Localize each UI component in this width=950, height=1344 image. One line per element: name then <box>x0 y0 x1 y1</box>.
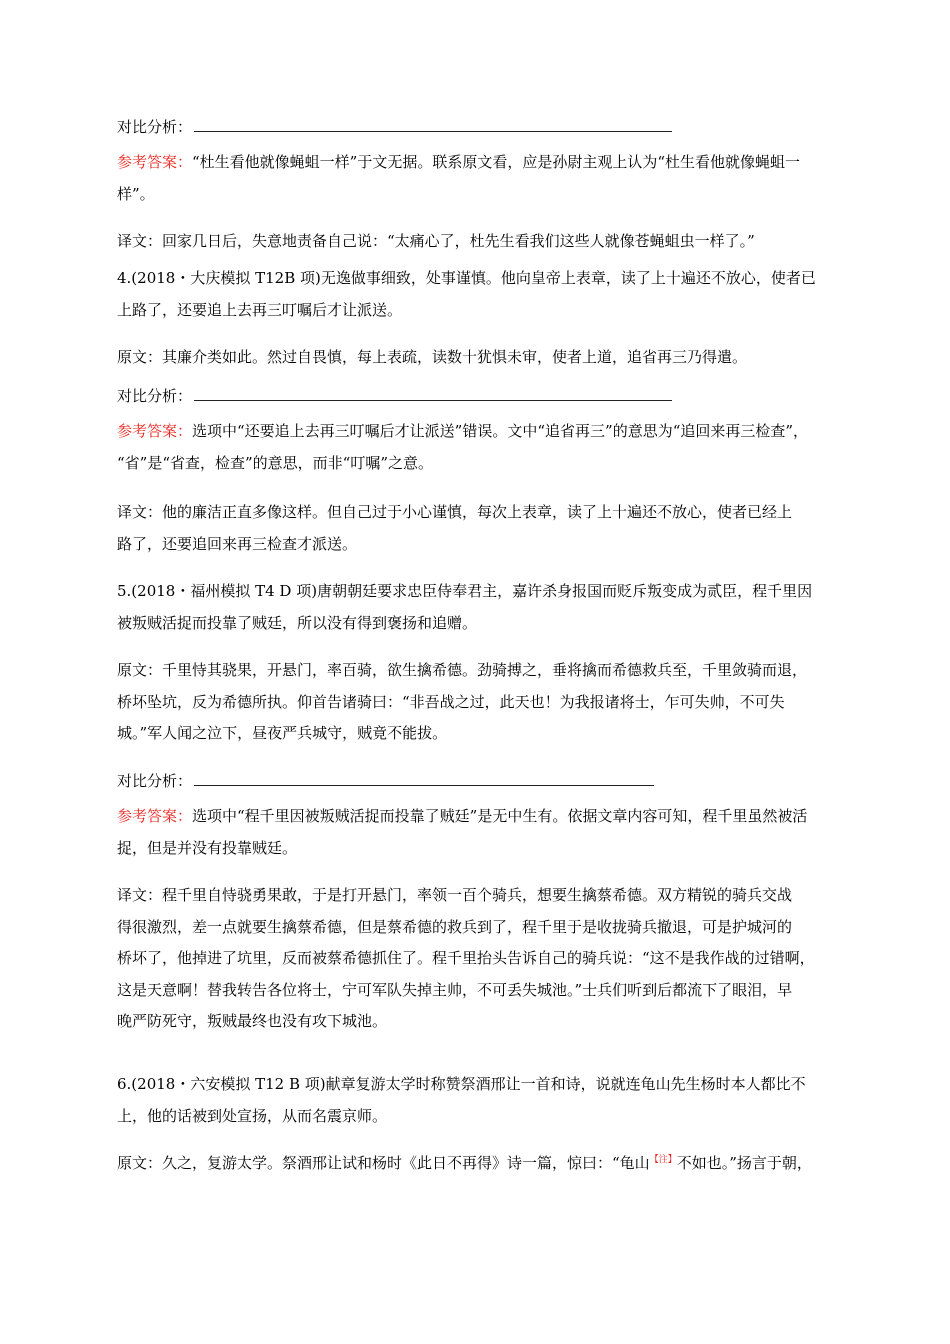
answer-blank-line[interactable] <box>194 784 654 786</box>
body-text: 4.(2018・大庆模拟 T12B 项)无逸做事细致，处事谨慎。他向皇帝上表章，读了上十遍还不放心，使者已 <box>117 269 816 287</box>
text-line <box>117 833 863 865</box>
analysis-label: 对比分析： <box>117 118 193 136</box>
body-text: 原文：其廉介类如此。然过自畏慎，每上表疏，读数十犹惧未审，使者上道，追省再三乃得遣。 <box>117 348 748 366</box>
text-line <box>117 975 863 1007</box>
body-text: 译文：他的廉洁正直多像这样。但自己过于小心谨慎，每次上表章，读了上十遍还不放心，使者已经上 <box>117 503 793 521</box>
paragraph-b12 <box>117 801 863 864</box>
answer-label: 参考答案： <box>117 153 193 171</box>
text-line <box>117 1101 863 1133</box>
body-text: 译文：程千里自恃骁勇果敢，于是打开悬门，率领一百个骑兵，想要生擒蔡希德。双方精锐的骑兵交战 <box>117 886 793 904</box>
body-text: 样”。 <box>117 184 155 203</box>
text-line <box>117 112 863 144</box>
body-text: 5.(2018・福州模拟 T4 D 项)唐朝朝廷要求忠臣侍奉君主，嘉许杀身报国而贬斥叛变成为贰臣，程千里因 <box>117 582 813 600</box>
body-text: 上，他的话被到处宣扬，从而名震京师。 <box>117 1106 388 1125</box>
paragraph-b3 <box>117 226 863 258</box>
text-line <box>117 1148 863 1180</box>
body-text: 选项中“程千里因被叛贼活捉而投靠了贼廷”是无中生有。依据文章内容可知，程千里虽然被活 <box>192 807 808 825</box>
answer-blank-line[interactable] <box>194 130 672 132</box>
text-line <box>117 226 863 258</box>
body-text: 译文：回家几日后，失意地责备自己说：“太痛心了，杜先生看我们这些人就像苍蝇蛆虫一样了。” <box>117 232 755 250</box>
body-text: 得很激烈，差一点就要生擒蔡希德，但是蔡希德的救兵到了，程千里于是收拢骑兵撤退，可是护城河的 <box>117 917 793 936</box>
paragraph-b8 <box>117 497 863 560</box>
body-text: 城。”军人闻之泣下，昼夜严兵城守，贼竟不能拔。 <box>117 724 448 742</box>
paragraph-b10 <box>117 655 863 750</box>
paragraph-b11 <box>117 766 863 798</box>
body-text: “杜生看他就像蝇蛆一样”于文无据。联系原文看，应是孙尉主观上认为“杜生看他就像蝇蛆一 <box>192 153 801 171</box>
text-line <box>117 943 863 975</box>
body-text: 原文：千里恃其骁果，开悬门，率百骑，欲生擒希德。劲骑搏之，垂将擒而希德救兵至，千里敛骑而退， <box>117 661 808 679</box>
text-line <box>117 529 863 561</box>
text-line <box>117 147 863 179</box>
body-text: 选项中“还要追上去再三叮嘱后才让派送”错误。文中“追省再三”的意思为“追回来再三检查”， <box>192 422 809 440</box>
body-text: 原文：久之，复游太学。祭酒邢让试和杨时《此日不再得》诗一篇，惊曰：“龟山 <box>117 1154 650 1172</box>
body-text: “省”是“省查，检查”的意思，而非“叮嘱”之意。 <box>117 453 434 472</box>
paragraph-b9 <box>117 576 863 639</box>
text-line <box>117 655 863 687</box>
answer-label: 参考答案： <box>117 422 193 440</box>
paragraph-b5 <box>117 342 863 374</box>
text-line <box>117 497 863 529</box>
text-line <box>117 1069 863 1101</box>
body-text: 这是天意啊！替我转告各位将士，宁可军队失掉主帅，不可丢失城池。”士兵们听到后都流下了眼泪，早 <box>117 980 793 999</box>
text-line <box>117 263 863 295</box>
text-line <box>117 342 863 374</box>
text-line <box>117 448 863 480</box>
text-line <box>117 880 863 912</box>
body-text: 6.(2018・六安模拟 T12 B 项)献章复游太学时称赞祭酒邢让一首和诗，说就连龟山先生杨时本人都比不 <box>117 1075 806 1093</box>
text-line <box>117 912 863 944</box>
text-line <box>117 766 863 798</box>
paragraph-b13 <box>117 880 863 1038</box>
text-line <box>117 718 863 750</box>
answer-blank-line[interactable] <box>194 399 672 401</box>
paragraph-b14 <box>117 1069 863 1132</box>
body-text: 路了，还要追回来再三检查才派送。 <box>117 534 358 553</box>
analysis-label: 对比分析： <box>117 772 193 790</box>
paragraph-b2 <box>117 147 863 210</box>
body-text: 上路了，还要追上去再三叮嘱后才让派送。 <box>117 300 403 319</box>
footnote-marker[interactable]: 【注】 <box>649 1155 677 1165</box>
text-line <box>117 801 863 833</box>
analysis-label: 对比分析： <box>117 387 193 405</box>
paragraph-b15 <box>117 1148 863 1180</box>
text-line <box>117 608 863 640</box>
body-text: 桥坏了，他掉进了坑里，反而被蔡希德抓住了。程千里抬头告诉自己的骑兵说：“这不是我作战的过错啊， <box>117 949 815 967</box>
body-text: 被叛贼活捉而投靠了贼廷，所以没有得到褒扬和追赠。 <box>117 613 478 632</box>
body-text: 晚严防死守，叛贼最终也没有攻下城池。 <box>117 1012 388 1030</box>
text-line <box>117 295 863 327</box>
paragraph-b6 <box>117 381 863 413</box>
text-line <box>117 179 863 211</box>
paragraph-b4 <box>117 263 863 326</box>
body-text: 桥坏坠坑，反为希德所执。仰首告诸骑曰：“非吾战之过，此天也！为我报诸将士，乍可失帅，不可失 <box>117 692 785 711</box>
text-line <box>117 1006 863 1038</box>
text-line <box>117 687 863 719</box>
text-line <box>117 416 863 448</box>
answer-label: 参考答案： <box>117 807 193 825</box>
body-text: 不如也。”扬言于朝， <box>676 1154 812 1172</box>
body-text: 捉，但是并没有投靠贼廷。 <box>117 838 298 857</box>
paragraph-b1 <box>117 112 863 144</box>
text-line <box>117 576 863 608</box>
paragraph-b7 <box>117 416 863 479</box>
text-line <box>117 381 863 413</box>
